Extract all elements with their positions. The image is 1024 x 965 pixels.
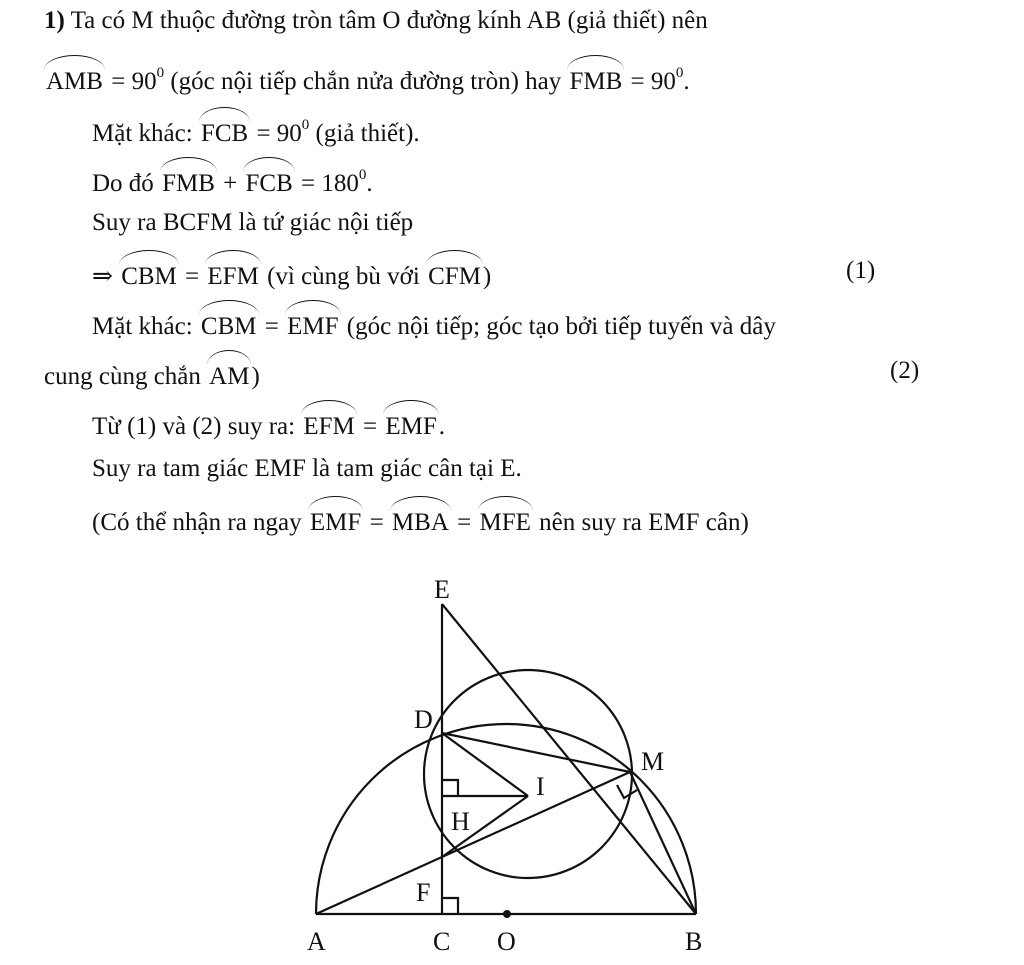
line-1 — [44, 4, 708, 38]
text: . — [438, 413, 445, 440]
text: . — [366, 170, 373, 197]
angle-fcb: FCB — [201, 111, 248, 151]
label-f: F — [416, 878, 431, 907]
line-2 — [44, 56, 690, 99]
label-c: C — [433, 927, 451, 956]
text: (giả thiết). — [309, 120, 420, 147]
label-e: E — [434, 575, 450, 604]
label-h: H — [451, 807, 470, 836]
degree: 0 — [301, 117, 310, 133]
text: (góc nội tiếp chắn nửa đường tròn) hay — [164, 68, 568, 95]
line-7 — [92, 304, 776, 344]
angle-efm: EFM — [207, 254, 258, 294]
text: Mặt khác: — [92, 120, 199, 147]
angle-efm: EFM — [303, 404, 354, 444]
angle-amb: AMB — [46, 59, 103, 99]
text: (Có thể nhận ra ngay — [92, 509, 308, 536]
text: Từ (1) và (2) suy ra: — [92, 413, 302, 440]
semicircle-ab — [316, 724, 696, 914]
text: Suy ra tam giác EMF là tam giác cân tại E. — [92, 455, 522, 482]
text: nên suy ra EMF cân) — [532, 509, 749, 536]
label-a: A — [307, 927, 326, 956]
text: (góc nội tiếp; góc tạo bởi tiếp tuyến và dây — [340, 313, 776, 340]
segment-mb — [630, 772, 696, 914]
line-11 — [92, 500, 749, 540]
text: = — [363, 509, 390, 536]
angle-cbm: CBM — [201, 304, 257, 344]
right-angle-h — [442, 780, 458, 796]
angle-mba: MBA — [392, 500, 449, 540]
text: = — [356, 413, 384, 440]
equation-number: (2) — [890, 357, 920, 384]
text: Mặt khác: — [92, 313, 199, 340]
text: = 90 — [250, 120, 302, 147]
text: ) — [482, 263, 492, 290]
text: = — [258, 313, 286, 340]
text: = 180 — [294, 170, 359, 197]
text: = — [178, 263, 206, 290]
arc-am: AM — [209, 354, 249, 394]
degree: 0 — [358, 167, 367, 183]
point-o — [503, 910, 511, 918]
text: (vì cùng bù với — [260, 263, 427, 290]
angle-fcb: FCB — [245, 161, 292, 201]
text: Ta có M thuộc đường tròn tâm O đường kính AB (giả thiết) nên — [70, 7, 708, 34]
equation-number: (1) — [846, 257, 876, 284]
degree: 0 — [675, 65, 684, 81]
text: = — [450, 509, 478, 536]
degree: 0 — [156, 65, 165, 81]
angle-emf: EMF — [385, 404, 436, 444]
angle-emf: EMF — [287, 304, 338, 344]
text: ⇒ — [92, 263, 120, 290]
label-d: D — [414, 705, 433, 734]
angle-emf: EMF — [310, 500, 361, 540]
text: . — [683, 68, 690, 95]
angle-mfe: MFE — [480, 500, 531, 540]
text: = 90 — [624, 68, 676, 95]
label-b: B — [685, 927, 703, 956]
text: cung cùng chắn — [44, 363, 208, 390]
angle-fmb: FMB — [569, 59, 622, 99]
line-4 — [92, 158, 373, 201]
text: Suy ra BCFM là tứ giác nội tiếp — [92, 209, 414, 236]
label-o: O — [497, 927, 516, 956]
angle-cfm: CFM — [428, 254, 481, 294]
geometry-figure — [0, 560, 1024, 958]
label-i: I — [536, 772, 545, 801]
line-5 — [92, 206, 413, 240]
text: ) — [251, 363, 260, 390]
line-6 — [92, 254, 1024, 294]
right-angle-m — [617, 785, 637, 798]
angle-fmb: FMB — [162, 161, 215, 201]
text: + — [216, 170, 244, 197]
line-8 — [44, 354, 1024, 394]
text: = 90 — [104, 68, 157, 95]
figure-svg — [0, 560, 1024, 958]
angle-cbm: CBM — [121, 254, 177, 294]
line-10 — [92, 452, 522, 486]
label-m: M — [641, 747, 665, 776]
line-3 — [92, 108, 420, 151]
segment-am — [316, 772, 630, 914]
text: Do đó — [92, 170, 161, 197]
item-number: 1) — [44, 7, 65, 34]
line-9 — [92, 404, 445, 444]
right-angle-c — [442, 898, 458, 914]
figure-lines — [316, 604, 696, 914]
